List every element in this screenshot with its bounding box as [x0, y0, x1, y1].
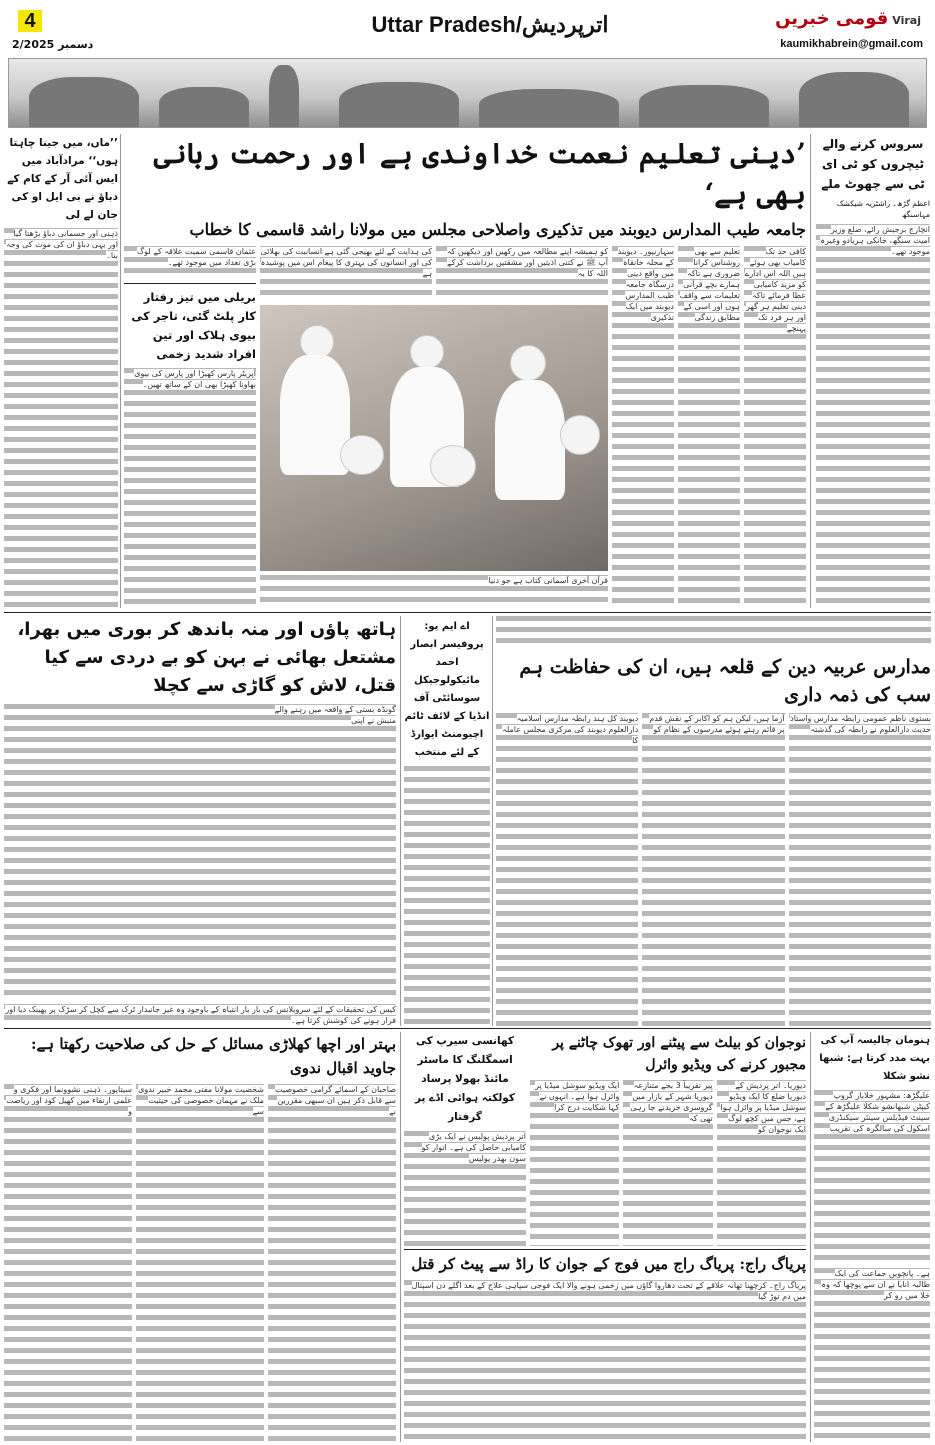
bareilly-intro-text: عثمان قاسمی سمیت علاقہ کے لوگ بڑی تعداد میں موجود تھے۔ — [137, 247, 256, 267]
lead-continuation — [496, 616, 931, 649]
brother-story-footer — [4, 1004, 396, 1026]
brother-story-text: گونڈہ بستی کے واقعہ میں رہنے والے منیش نے اپنی — [274, 705, 396, 725]
logo-text: قومی خبریں — [775, 8, 889, 29]
bareilly-body-text: آپریٹر پارس کھیڑا اور پارس کی بیوی بھاونا کھیڑا بھی ان کے ساتھ تھیں۔ — [134, 369, 256, 389]
madaris-headline: مدارس عربیہ دین کے قلعہ ہیں، ان کی حفاظت ہم سب کی ذمہ داری — [519, 656, 931, 706]
divider — [404, 1249, 806, 1250]
left-top-body — [4, 228, 118, 608]
lead-col-text: قرآن آخری آسمانی کتاب ہے جو دنیا — [488, 576, 608, 585]
lead-col-2 — [678, 246, 740, 608]
madaris-col-2 — [642, 713, 784, 1026]
video-text: دیوریا۔ اتر پردیش کے دیوریا ضلع کا ایک ویڈیو سوشل میڈیا پر وائرل ہوا ہے، جس میں کچھ لوگ ایک نوجوان کو — [720, 1081, 806, 1134]
newspaper-logo — [775, 8, 921, 29]
player-col-2 — [136, 1084, 264, 1442]
syrup-body — [404, 1131, 526, 1246]
prayagraj-body — [404, 1280, 806, 1442]
lead-col-5 — [260, 246, 432, 301]
right-top-headline: سروس کرنے والے ٹیچروں کو ٹی ای ٹی سے چھوٹ ملے — [821, 137, 925, 191]
video-col-1 — [717, 1080, 806, 1246]
right-top-body-text: انچارج برجیش رائے، ضلع وزیر امیت سنگھ، جانکی ہریادو وغیرہ موجود تھے۔ — [820, 225, 930, 256]
column-divider — [400, 616, 401, 1026]
madaris-text: آزما ہیں، لیکن ہم کو اکابر کے نقش قدم پر قائم رہتے ہوئے مدرسوں کے نظام کو — [649, 714, 785, 734]
left-top-body-text: ذہنی اور جسمانی دباؤ بڑھتا گیا اور یہی دباؤ ان کی موت کی وجہ بنا۔ — [6, 229, 118, 260]
bareilly-headline: بریلی میں تیز رفتار کار پلٹ گئی، تاجر کی بیوی ہلاک اور تین افراد شدید زخمی — [131, 290, 256, 361]
video-story — [530, 1032, 806, 1246]
player-headline: بہتر اور اچھا کھلاڑی مسائل کے حل کی صلاحیت رکھتا ہے: جاوید اقبال ندوی — [30, 1035, 396, 1077]
brother-story-body — [4, 704, 396, 1000]
amu-story — [404, 618, 490, 1026]
brother-story-footer-text: کیس کی تحقیقات کے لئے سرویلانس کی بار بار انتباہ کے باوجود وہ غیر جانبدار ٹرک سے کچل کر سڑک پر پھینک دیا اور فرار ہونے کی کوشش کرتا ہے۔ — [5, 1005, 396, 1025]
lead-story — [124, 134, 806, 608]
video-col-2 — [623, 1080, 712, 1246]
lead-headline: ’دینی تعلیم نعمت خداوندی ہے اور رحمت ربانی بھی ہے‘ — [153, 137, 806, 210]
madaris-text: دیوبند کل ہند رابطہ مدارس اسلامیہ دارالعلوم دیوبند کی مرکزی مجلس عاملہ کا — [502, 714, 639, 745]
syrup-text: اتر پردیش پولیس نے ایک بڑی کامیابی حاصل کی ہے۔ اتوار کو سون بھدر پولیس — [421, 1132, 526, 1163]
hanuman-headline: ہنومان چالیسہ آپ کی بہت مدد کرتا ہے: شبھا نشو شکلا — [819, 1035, 930, 1082]
hanuman-body-cont — [814, 1268, 930, 1442]
player-text: صاحبان کے اسمائے گرامی خصوصیت سے قابل ذکر ہیں ان سبھی مقررین نے — [275, 1085, 396, 1116]
madaris-story — [496, 616, 931, 1026]
lead-col-3 — [744, 246, 806, 608]
section-divider — [4, 1028, 931, 1029]
lead-col-text: کی ہدایت کے لئے بھیجی گئی ہے انسانیت کی بھلائی کی اور انسانوں کی بہتری کا پیغام اس میں پوشیدہ ہے — [260, 247, 432, 278]
hanuman-text: علیگڑھ: مشہور خلاباز گروپ کیپٹن شبھانشو شکلا علیگڑھ کے سینٹ فیڈیلس سینئر سیکنڈری اسکول کی سالگرہ کی تقریب — [825, 1091, 930, 1133]
lead-photo — [260, 305, 608, 571]
prayagraj-headline: پریاگ راج: پریاگ راج میں فوج کے جوان کا راڈ سے پیٹ کر قتل — [411, 1255, 806, 1273]
logo-mark: Viraj — [892, 14, 921, 27]
amu-body — [404, 766, 490, 1026]
right-top-story — [816, 134, 930, 608]
left-top-headline: ’’ماں، میں جینا چاہتا ہوں‘‘ مرادآباد میں ایس آئی آر کے کام کے دباؤ نے بی ایل او کی جان لے لی — [7, 137, 118, 221]
prayagraj-text: پریاگ راج۔ کرچھنا تھانہ علاقے کے تحت دھاروا گاؤں میں زخمی ہونے والا ایک فوجی سپاہی علاج کے بعد اگلے دن اسپتال میں دم توڑ گیا — [411, 1281, 806, 1301]
video-text: پیر تقریباً 3 بجے متنازعہ دیوریا شہر کے بازار میں گروسری خریدنے جا رہی تھی کہ — [630, 1081, 713, 1123]
column-divider — [120, 134, 121, 608]
player-col-3 — [268, 1084, 396, 1442]
player-text: سیتاپور۔ ذہنی نشوونما اور فکری و علمی ارتقاء میں کھیل کود اور ریاضت و — [6, 1085, 132, 1116]
lead-col-text: تعلیم سے بھی روشناس کرانا ضروری ہے تاکہ ہمارے بچے قرآنی تعلیمات سے واقف ہوں اور اسی کے مطابق زندگی — [679, 247, 740, 322]
lead-col-1 — [612, 246, 674, 608]
player-col-1 — [4, 1084, 132, 1442]
page-number: 4 — [18, 10, 42, 32]
column-divider — [400, 1032, 401, 1442]
lead-bottom-body — [260, 575, 608, 608]
column-divider — [810, 134, 811, 608]
hanuman-text: ہے۔ پانچویں جماعت کی ایک طالبہ انایا نے ان سے پوچھا کہ وہ خلا میں رو کر — [821, 1269, 930, 1300]
lead-col-text: سہارنپور۔ دیوبند کے محلہ خانقاہ میں واقع دینی درسگاہ جامعہ طیب المدارس دیوبند میں ایک تذکیری — [617, 247, 674, 322]
divider — [124, 283, 256, 284]
column-divider — [810, 1032, 811, 1442]
lead-col-text: کو ہمیشہ اپنے مطالعہ میں رکھیں اور دیکھیں کہ آپ ﷺ نے کتنی اذیتیں اور مشقتیں برداشت کرکے اللہ کا یہ — [446, 247, 608, 278]
syrup-headline: کھانسی سیرپ کی اسمگلنگ کا ماسٹر مائنڈ بھولا پرساد کولکتہ ہوائی اڈے پر گرفتار — [415, 1035, 515, 1123]
madaris-col-3 — [789, 713, 931, 1026]
issue-date: 2/دسمبر 2025 — [12, 38, 94, 51]
section-title: Uttar Pradesh/اترپردیش — [371, 12, 609, 37]
hanuman-story — [814, 1032, 930, 1442]
column-divider — [492, 616, 493, 1026]
syrup-story — [404, 1032, 526, 1246]
brother-story-headline: ہاتھ پاؤں اور منہ باندھ کر بوری میں بھرا، مشتعل بھائی نے بہن کو بے دردی سے کیا قتل، لاش کو گاڑی سے کچلا — [17, 619, 396, 696]
brother-story — [4, 616, 396, 1026]
lead-subhead: جامعہ طیب المدارس دیوبند میں تذکیری واصلاحی مجلس میں مولانا راشد قاسمی کا خطاب — [189, 220, 806, 239]
player-text: شخصیت مولانا مفتی محمد خبیر ندوی ملک نے مہمان خصوصی کی حیثیت سے — [138, 1085, 264, 1116]
bareilly-body — [124, 368, 256, 608]
video-col-3 — [530, 1080, 619, 1246]
amu-headline: اے ایم یو: پروفیسر ابصار احمد مائیکولوجیکل سوسائٹی آف انڈیا کے لائف ٹائم اچیومنٹ ایوارڈ کے لئے منتخب — [404, 621, 490, 758]
lead-col-4 — [436, 246, 608, 301]
right-top-body — [816, 224, 930, 608]
right-top-dateline: اعظم گڑھ۔ راشٹریہ شیکشک مہاسنگھ — [836, 199, 930, 219]
player-story — [4, 1032, 396, 1442]
madaris-col-1 — [496, 713, 638, 1026]
lead-col-text: کافی حد تک کامیاب بھی ہوئے ہیں اللہ اس ادارے کو مزید کامیابی عطا فرمائے تاکہ دینی تعلیم ہر گھر اور ہر فرد تک پہنچے — [744, 247, 806, 333]
section-divider — [4, 612, 931, 613]
video-headline: نوجوان کو بیلٹ سے پیٹنے اور تھوک چاٹنے پر مجبور کرنے کی ویڈیو وائرل — [552, 1035, 806, 1073]
left-top-story — [4, 134, 118, 608]
bareilly-intro — [124, 246, 256, 279]
prayagraj-story — [404, 1252, 806, 1442]
madaris-text: بستوی ناظم عمومی رابطہ مدارس واستاذ حدیث دارالعلوم نے رابطہ کی گذشتہ — [790, 714, 931, 734]
monuments-banner — [8, 58, 927, 128]
video-text: ایک ویڈیو سوشل میڈیا پر وائرل ہوا ہے۔ انہوں نے کہا شکایت درج کرا — [535, 1081, 620, 1112]
bareilly-story — [124, 246, 256, 608]
contact-email[interactable]: kaumikhabrein@gmail.com — [780, 38, 923, 50]
hanuman-body — [814, 1090, 930, 1264]
